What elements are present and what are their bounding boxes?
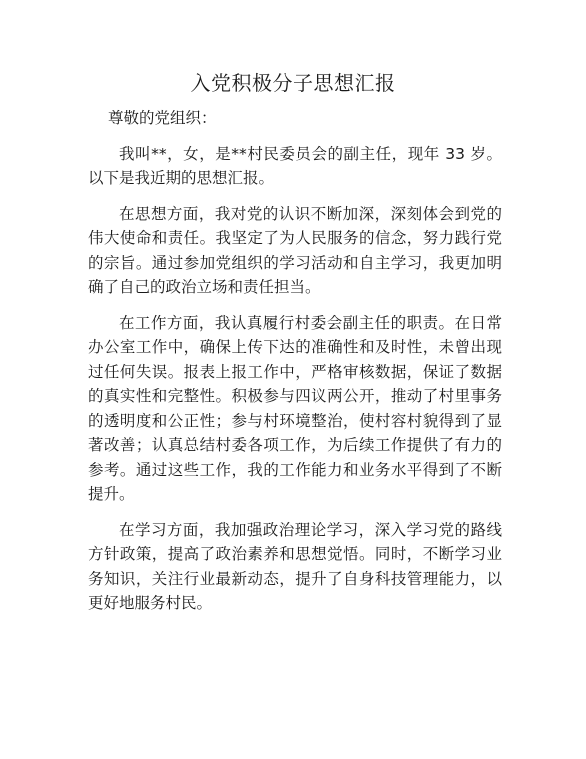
document-body bbox=[88, 106, 502, 627]
paragraph-thought: 在思想方面，我对党的认识不断加深，深刻体会到党的伟大使命和责任。我坚定了为人民服务的信念，努力践行党的宗旨。通过参加党组织的学习活动和自主学习，我更加明确了自己的政治立场和责任担当。 bbox=[88, 204, 502, 296]
paragraph-intro: 我叫**，女，是**村民委员会的副主任，现年 33 岁。以下是我近期的思想汇报。 bbox=[88, 144, 502, 187]
document-title: 入党积极分子思想汇报 bbox=[190, 71, 396, 95]
paragraph-work: 在工作方面，我认真履行村委会副主任的职责。在日常办公室工作中，确保上传下达的准确性和及时性，未曾出现过任何失误。报表上报工作中，严格审核数据，保证了数据的真实性和完整性。积极参与四议两公开，推动了村里事务的透明度和公正性；参与村环境整治，使村容村貌得到了显著改善；认真总结村委各项工作，为后续工作提供了有力的参考。通过这些工作，我的工作能力和业务水平得到了不断提升。 bbox=[88, 313, 502, 503]
paragraph-study: 在学习方面，我加强政治理论学习，深入学习党的路线方针政策，提高了政治素养和思想觉悟。同时，不断学习业务知识，关注行业最新动态，提升了自身科技管理能力，以更好地服务村民。 bbox=[88, 520, 502, 612]
salutation: 尊敬的党组织： bbox=[108, 109, 217, 127]
